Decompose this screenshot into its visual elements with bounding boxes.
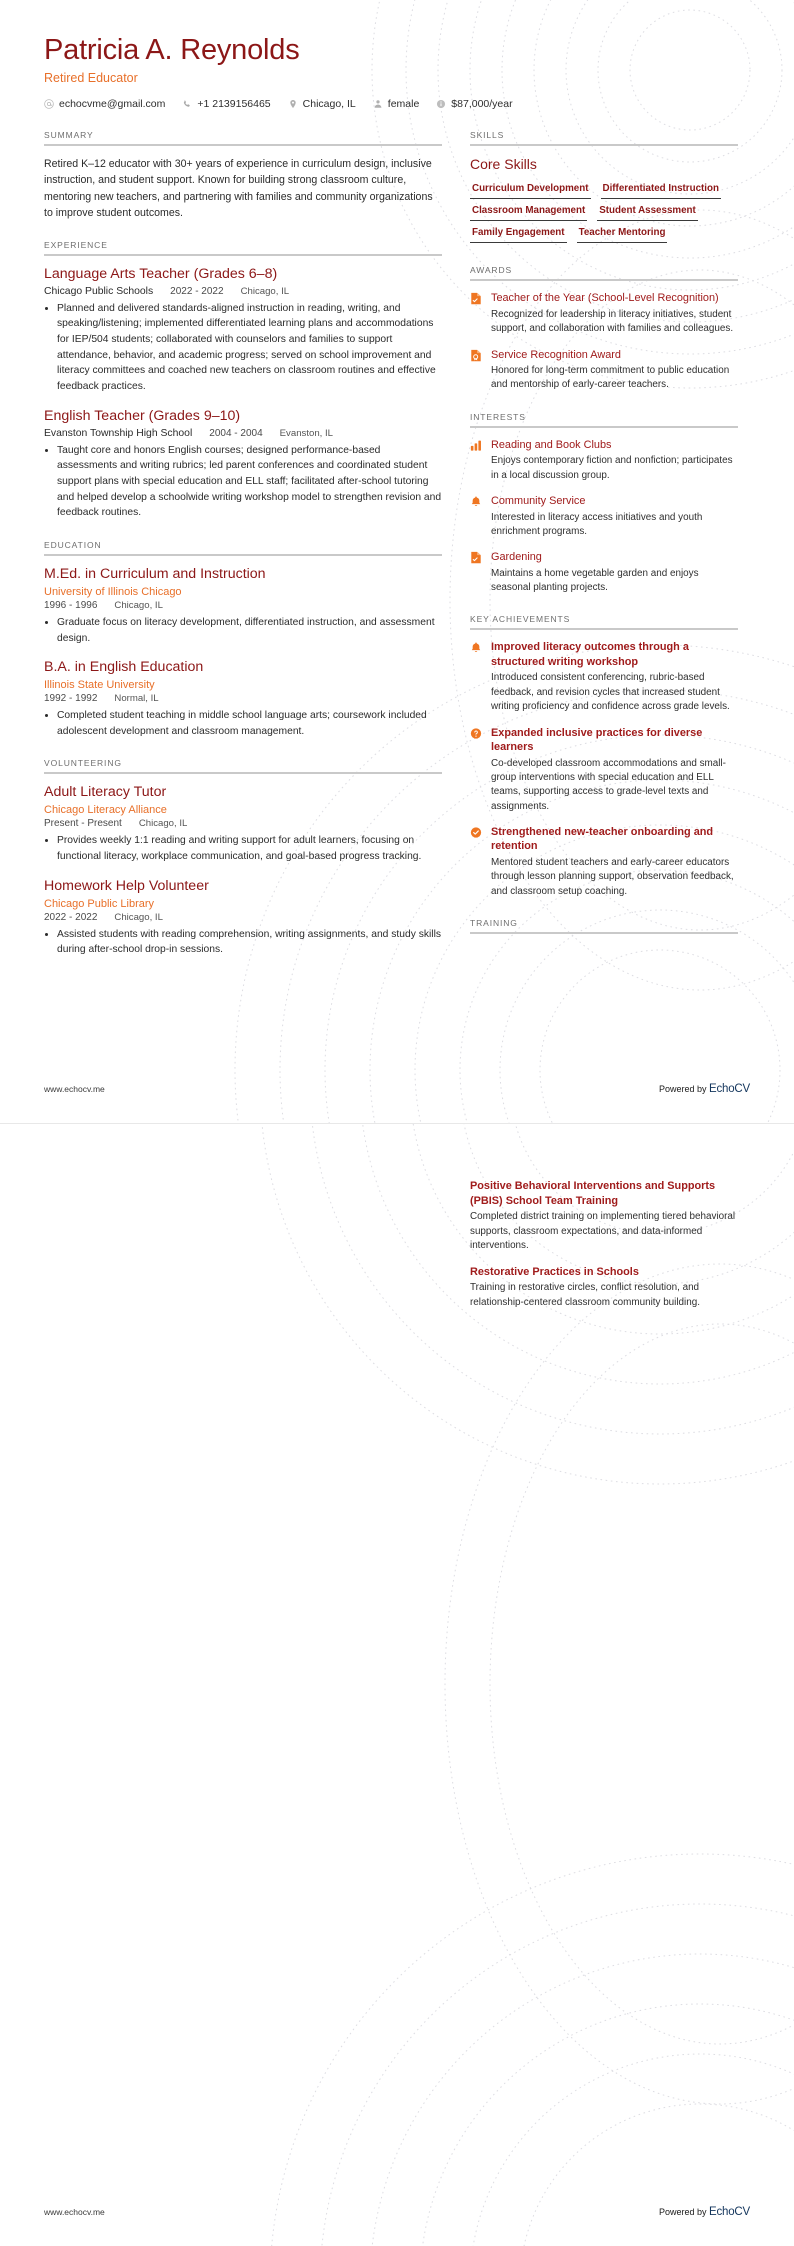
skill-tag[interactable]: Curriculum Development: [470, 180, 591, 199]
interest-title: Community Service: [491, 495, 586, 507]
contact-gender[interactable]: [373, 98, 420, 110]
experience-dates: 2022 - 2022: [170, 285, 224, 297]
skills-group-title: Core Skills: [470, 156, 537, 173]
section-divider: [470, 279, 738, 281]
certificate-check-icon: [470, 291, 483, 336]
section-label-experience: EXPERIENCE: [44, 239, 108, 250]
education-dates: 1992 - 1992: [44, 693, 98, 705]
experience-entry: [44, 408, 442, 521]
volunteering-location: Chicago, IL: [138, 818, 188, 830]
certificate-check-icon: [470, 550, 483, 595]
section-label-volunteering: VOLUNTEERING: [44, 758, 122, 769]
experience-org: Chicago Public Schools: [44, 285, 154, 297]
achievement-item: [470, 640, 738, 714]
section-key-achievements: [470, 614, 738, 899]
contact-phone[interactable]: [182, 98, 270, 110]
footer-powered-by-text: Powered by: [658, 2207, 709, 2217]
experience-title: English Teacher (Grades 9–10): [44, 407, 241, 424]
skill-tag[interactable]: Differentiated Instruction: [601, 180, 721, 199]
education-institution: University of Illinois Chicago: [44, 585, 182, 598]
section-divider: [44, 254, 442, 256]
award-body: [491, 291, 738, 336]
section-training-content: [470, 1179, 738, 1321]
volunteering-bullets: [44, 927, 442, 958]
award-item: [470, 348, 738, 393]
award-body: [491, 348, 738, 393]
contact-location-text: Chicago, IL: [302, 98, 356, 111]
section-volunteering: [44, 758, 442, 958]
section-label-skills: SKILLS: [470, 130, 505, 141]
section-label-training: TRAINING: [470, 918, 518, 929]
skill-tag-list: [470, 180, 738, 246]
experience-dates: 2004 - 2004: [209, 427, 263, 439]
contact-email[interactable]: [44, 98, 165, 110]
bullet-item: • Graduate focus on literacy development, differentiated instruction, and assessment design.: [57, 615, 442, 646]
section-divider: [470, 426, 738, 428]
experience-bullets: [44, 301, 442, 395]
achievement-title: Improved literacy outcomes through a structured writing workshop: [491, 641, 689, 668]
section-divider: [44, 554, 442, 556]
experience-location: Evanston, IL: [279, 427, 333, 439]
contact-salary[interactable]: [436, 98, 512, 110]
question-circle-icon: [470, 726, 483, 814]
experience-bullets: [44, 443, 442, 521]
page-footer: [44, 1083, 750, 1095]
section-label-interests: INTERESTS: [470, 411, 526, 422]
section-experience: [44, 240, 442, 521]
interest-description: Maintains a home vegetable garden and enjoys seasonal planting projects.: [491, 567, 699, 594]
volunteering-org: Chicago Public Library: [44, 897, 155, 910]
achievement-body: [491, 726, 738, 814]
contact-gender-text: female: [387, 98, 420, 111]
experience-entry: [44, 266, 442, 395]
info-circle-icon: [436, 99, 446, 109]
experience-location: Chicago, IL: [240, 285, 290, 297]
achievement-title: Strengthened new-teacher onboarding and retention: [491, 825, 714, 853]
page-footer: [44, 2206, 750, 2218]
volunteering-dates: 2022 - 2022: [44, 911, 98, 923]
resume-header: [44, 34, 750, 110]
achievement-description: Introduced consistent conferencing, rubric-based feedback, and revision cycles that increased student writing proficiency and confidence across grade levels.: [491, 672, 730, 713]
skill-tag[interactable]: Family Engagement: [470, 224, 567, 243]
interest-body: [491, 494, 738, 539]
skill-tag[interactable]: Teacher Mentoring: [577, 224, 668, 243]
training-description: Completed district training on implementing tiered behavioral supports, classroom expectations, and data-informed interventions.: [470, 1211, 736, 1252]
education-entry: [44, 566, 442, 646]
volunteering-title: Adult Literacy Tutor: [44, 784, 167, 801]
volunteering-entry: [44, 878, 442, 958]
interest-description: Interested in literacy access initiatives and youth enrichment programs.: [491, 511, 703, 537]
experience-title: Language Arts Teacher (Grades 6–8): [44, 265, 278, 282]
certificate-medal-icon: [470, 348, 483, 393]
volunteering-entry: [44, 784, 442, 864]
footer-website-url[interactable]: www.echocv.me: [44, 1084, 105, 1094]
interest-title: Reading and Book Clubs: [491, 438, 612, 451]
footer-website-url[interactable]: www.echocv.me: [44, 2207, 105, 2217]
bell-icon: [470, 494, 483, 539]
footer-brand-name: EchoCV: [709, 1083, 750, 1095]
achievement-item: [470, 825, 738, 899]
footer-brand: [659, 2206, 750, 2218]
education-location: Chicago, IL: [114, 599, 163, 611]
right-column: [470, 130, 738, 953]
section-education: [44, 540, 442, 740]
achievement-body: [491, 640, 738, 714]
volunteering-meta: [44, 912, 442, 923]
summary-text: Retired K–12 educator with 30+ years of experience in curriculum design, inclusive instruction, and student support. Known for building strong classroom culture, mentoring new teachers, and partnering with families and community organizations to improve student outcomes.: [44, 158, 433, 219]
volunteering-bullets: [44, 833, 442, 864]
section-label-summary: SUMMARY: [44, 130, 94, 141]
education-title: M.Ed. in Curriculum and Instruction: [44, 565, 266, 582]
achievement-title: Expanded inclusive practices for diverse learners: [491, 726, 703, 754]
email-icon: [44, 99, 54, 109]
section-label-education: EDUCATION: [44, 539, 102, 550]
contact-salary-text: $87,000/year: [451, 98, 513, 111]
training-entry: [470, 1179, 738, 1254]
bullet-item: • Provides weekly 1:1 reading and writing support for adult learners, focusing on functional literacy, workplace communication, and goal-based progress tracking.: [57, 833, 442, 864]
section-interests: [470, 412, 738, 596]
section-divider: [470, 932, 738, 934]
contact-email-text: echocvme@gmail.com: [59, 98, 166, 111]
contact-phone-text: +1 2139156465: [197, 98, 271, 111]
left-column: [44, 130, 442, 977]
section-label-awards: AWARDS: [470, 265, 513, 276]
interest-description: Enjoys contemporary fiction and nonfiction; participates in a local discussion group.: [491, 455, 733, 481]
section-divider: [44, 772, 442, 774]
award-item: [470, 291, 738, 336]
section-divider: [470, 628, 738, 630]
education-title: B.A. in English Education: [44, 659, 204, 676]
training-entry: [470, 1265, 738, 1310]
bar-chart-icon: [470, 438, 483, 483]
volunteering-meta: [44, 818, 442, 829]
footer-brand: [659, 1083, 750, 1095]
achievement-body: [491, 825, 738, 899]
check-circle-icon: [470, 825, 483, 899]
achievement-description: Co-developed classroom accommodations and small-group interventions with special education and ELL teams, supporting access to grade-level texts and assignments.: [491, 757, 726, 812]
bullet-item: • Completed student teaching in middle school language arts; coursework included adolescent development and classroom management.: [57, 708, 442, 739]
training-title: Restorative Practices in Schools: [470, 1265, 639, 1278]
experience-meta: [44, 428, 442, 439]
interest-body: [491, 550, 738, 595]
education-institution: Illinois State University: [44, 679, 155, 692]
volunteering-title: Homework Help Volunteer: [44, 877, 209, 894]
section-awards: [470, 265, 738, 392]
bullet-item: • Assisted students with reading comprehension, writing assignments, and study skills during after-school drop-in sessions.: [57, 927, 442, 958]
skill-tag[interactable]: Classroom Management: [470, 202, 587, 221]
resume-body: [44, 130, 750, 977]
award-title: Teacher of the Year (School-Level Recognition): [491, 292, 719, 305]
location-pin-icon: [288, 99, 298, 109]
experience-org: Evanston Township High School: [44, 427, 193, 439]
volunteering-org: Chicago Literacy Alliance: [44, 804, 167, 817]
section-divider: [470, 144, 738, 146]
skill-tag[interactable]: Student Assessment: [597, 202, 698, 221]
education-entry: [44, 659, 442, 739]
resume-page-2: [0, 1123, 794, 2246]
contact-row: [44, 98, 750, 110]
interest-item: [470, 550, 738, 595]
interest-title: Gardening: [491, 551, 542, 564]
volunteering-location: Chicago, IL: [114, 911, 163, 923]
interest-item: [470, 438, 738, 483]
section-label-key-achievements: KEY ACHIEVEMENTS: [470, 614, 571, 625]
section-summary: [44, 130, 442, 220]
bullet-item: • Taught core and honors English courses; designed performance-based assessments and writing rubrics; led parent conferences and coordinated student support plans with special education and ELL staff; facilitated after-school tutoring and helped develop a schoolwide writing workshop model to strengthen revision and feedback routines.: [57, 443, 442, 521]
person-icon: [373, 99, 383, 109]
footer-powered-by-text: Powered by: [658, 1084, 709, 1094]
interest-item: [470, 494, 738, 539]
section-skills: [470, 130, 738, 246]
education-bullets: [44, 615, 442, 646]
experience-meta: [44, 286, 442, 297]
bullet-item: • Planned and delivered standards-aligned instruction in reading, writing, and speaking/listening; implemented differentiated learning plans and accommodations for IEP/504 students; collaborated with counselors and families to support attendance, behavior, and academic progress; served on school improvement and literacy committees and coached new teachers on classroom routines and effective feedback practices.: [57, 301, 442, 395]
education-meta: [44, 693, 442, 704]
award-title: Service Recognition Award: [491, 348, 621, 361]
phone-icon: [182, 99, 192, 109]
footer-brand-name: EchoCV: [709, 2206, 750, 2218]
interest-body: [491, 438, 738, 483]
training-description: Training in restorative circles, conflict resolution, and relationship-centered classroom community building.: [470, 1282, 700, 1308]
award-description: Recognized for leadership in literacy initiatives, student support, and collaboration with families and colleagues.: [491, 308, 734, 335]
bell-icon: [470, 640, 483, 714]
award-description: Honored for long-term commitment to public education and mentorship of early-career teachers.: [491, 365, 730, 391]
achievement-item: [470, 726, 738, 814]
achievement-description: Mentored student teachers and early-career educators through lesson planning support, observation feedback, and classroom setup coaching.: [491, 856, 734, 897]
training-title: Positive Behavioral Interventions and Supports (PBIS) School Team Training: [470, 1180, 716, 1207]
volunteering-dates: Present - Present: [44, 818, 122, 830]
page-title: Patricia A. Reynolds: [44, 34, 300, 66]
education-location: Normal, IL: [114, 693, 159, 705]
job-role-subtitle: Retired Educator: [44, 71, 138, 86]
education-dates: 1996 - 1996: [44, 599, 98, 611]
section-divider: [44, 144, 442, 146]
education-meta: [44, 600, 442, 611]
section-training-header: [470, 918, 738, 934]
education-bullets: [44, 708, 442, 739]
contact-location[interactable]: [288, 98, 356, 110]
